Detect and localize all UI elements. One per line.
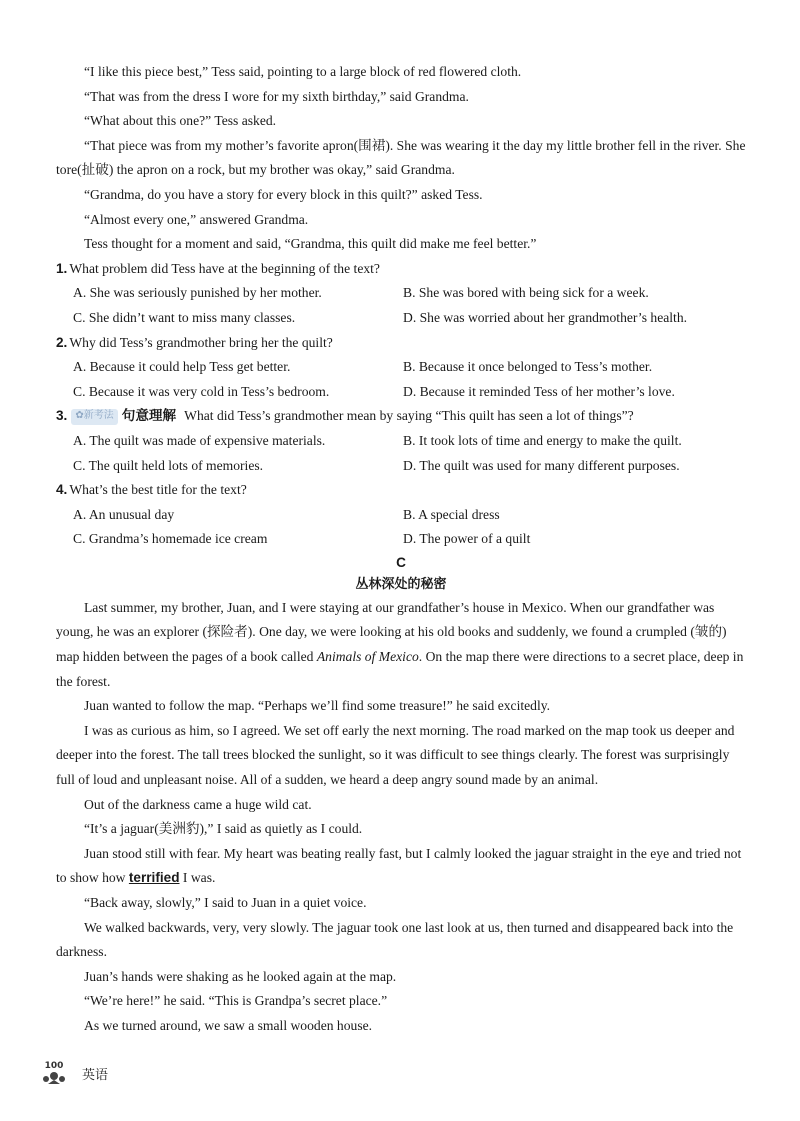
option-d[interactable]: D. She was worried about her grandmother’s health. — [403, 309, 688, 325]
paragraph: “Back away, slowly,” I said to Juan in a quiet voice. — [84, 895, 367, 910]
option-c[interactable]: C. The quilt held lots of memories. — [73, 457, 264, 473]
option-d[interactable]: D. Because it reminded Tess of her mother’s love. — [403, 383, 675, 399]
question-stem: What problem did Tess have at the beginning of the text? — [69, 260, 380, 276]
option-d[interactable]: D. The power of a quilt — [403, 531, 531, 547]
paragraph: Last summer, my brother, Juan, and I were staying at our grandfather’s house in Mexico. When our grandfather was young, he was an explorer (探险者). One day, we were looking at his old books and suddenly, we found a crumpled (皱的) map hidden between the pages of a book called Animals of Mexico. On the map there were directions to a secret place, deep in the forest. — [56, 599, 744, 689]
question-number: 3. — [56, 408, 68, 424]
paragraph: Juan wanted to follow the map. “Perhaps we’ll find some treasure!” he said excitedly. — [84, 698, 551, 714]
option-b[interactable]: B. A special dress — [403, 506, 500, 522]
paragraph: Out of the darkness came a huge wild cat. — [84, 796, 312, 812]
star-icon: ✿ — [75, 410, 84, 422]
option-a[interactable]: A. The quilt was made of expensive materials. — [73, 432, 326, 448]
paragraph: We walked backwards, very, very slowly. The jaguar took one last look at us, then turned and disappeared back into the darkness. — [56, 919, 734, 960]
option-c[interactable]: C. She didn’t want to miss many classes. — [73, 309, 296, 325]
question-3 — [56, 404, 746, 478]
page-footer — [40, 1058, 108, 1088]
paragraph: “We’re here!” he said. “This is Grandpa’s secret place.” — [84, 993, 388, 1009]
page-number-badge-icon — [40, 1058, 68, 1088]
question-4 — [56, 478, 746, 552]
option-a[interactable]: A. An unusual day — [73, 506, 175, 522]
option-b[interactable]: B. Because it once belonged to Tess’s mother. — [403, 359, 653, 375]
paragraph: As we turned around, we saw a small wooden house. — [84, 1017, 373, 1033]
page-number: 100 — [44, 1061, 64, 1071]
new-method-badge: ✿ 新考法 — [71, 409, 117, 425]
paragraph: Juan stood still with fear. My heart was beating really fast, but I calmly looked the jaguar straight in the eye and tried not to show how terrified I was. — [56, 845, 742, 886]
question-number: 4. — [56, 482, 68, 498]
question-1 — [56, 257, 746, 331]
section-title: 丛林深处的秘密 — [355, 576, 447, 592]
paragraph: “I like this piece best,” Tess said, pointing to a large block of red flowered cloth. — [84, 64, 522, 79]
paragraph: Tess thought for a moment and said, “Grandma, this quilt did make me feel better.” — [84, 236, 537, 252]
book-title: Animals of Mexico — [316, 649, 419, 665]
question-stem: What did Tess’s grandmother mean by saying “This quilt has seen a lot of things”? — [184, 408, 634, 424]
option-c[interactable]: C. Grandma’s homemade ice cream — [73, 531, 268, 547]
paragraph: “What about this one?” Tess asked. — [84, 113, 277, 129]
paragraph: “That piece was from my mother’s favorite apron(围裙). She was wearing it the day my little brother fell in the river. She tore(扯破) the apron on a rock, but my brother was okay,” said Grandma. — [56, 137, 746, 178]
paragraph: “Grandma, do you have a story for every block in this quilt?” asked Tess. — [84, 186, 483, 202]
paragraph: “Almost every one,” answered Grandma. — [84, 211, 309, 227]
paragraph: “That was from the dress I wore for my sixth birthday,” said Grandma. — [84, 88, 469, 104]
option-b[interactable]: B. She was bored with being sick for a week. — [403, 285, 649, 301]
subject-label: 英语 — [82, 1067, 109, 1083]
question-type-tag: 句意理解 — [121, 408, 177, 425]
paragraph: “It’s a jaguar(美洲豹),” I said as quietly as I could. — [84, 821, 363, 837]
page-content — [56, 60, 746, 1039]
question-number: 2. — [56, 334, 68, 350]
question-number: 1. — [56, 260, 68, 276]
question-2 — [56, 331, 746, 405]
option-d[interactable]: D. The quilt was used for many different purposes. — [403, 457, 680, 473]
question-stem: What’s the best title for the text? — [69, 482, 247, 498]
option-b[interactable]: B. It took lots of time and energy to make the quilt. — [403, 432, 682, 448]
underlined-word: terrified — [128, 870, 180, 886]
option-a[interactable]: A. She was seriously punished by her mother. — [73, 285, 322, 301]
option-c[interactable]: C. Because it was very cold in Tess’s bedroom. — [73, 383, 330, 399]
question-stem: Why did Tess’s grandmother bring her the quilt? — [69, 334, 333, 350]
paragraph: Juan’s hands were shaking as he looked again at the map. — [84, 968, 397, 984]
paragraph: I was as curious as him, so I agreed. We set off early the next morning. The road marked on the map took us deeper and deeper into the forest. The tall trees blocked the sunlight, so it was difficult to see things clearly. The forest was surprisingly full of loud and unpleasant noise. All of a sudden, we heard a deep angry sound made by an animal. — [56, 722, 735, 788]
option-a[interactable]: A. Because it could help Tess get better. — [73, 359, 291, 375]
section-letter: C — [396, 554, 406, 570]
